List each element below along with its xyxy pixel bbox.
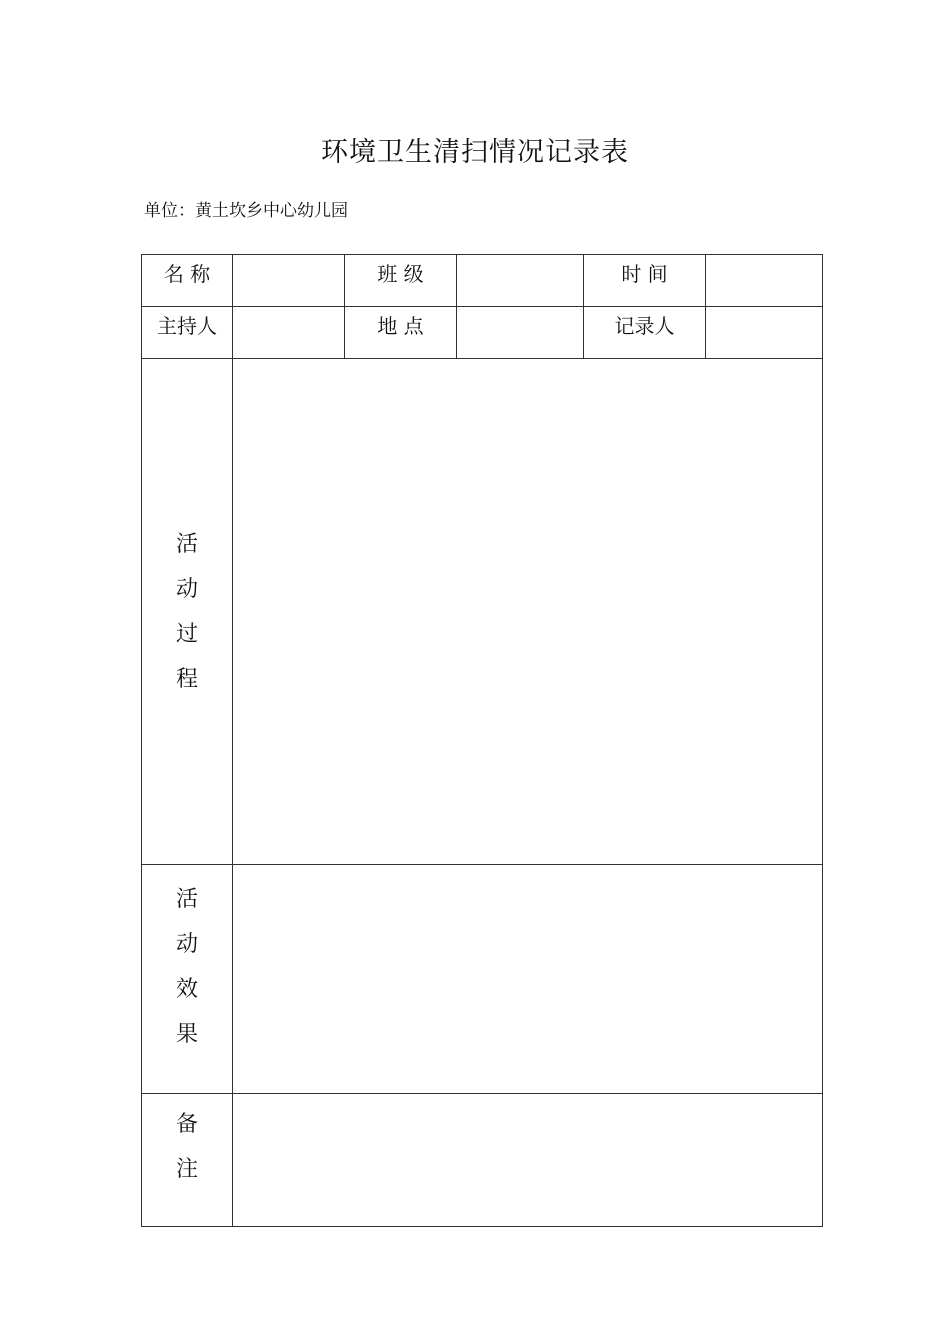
table-row-effect <box>142 865 823 1094</box>
class-value-cell[interactable] <box>457 255 584 307</box>
record-table <box>141 254 823 1227</box>
table-row-header-2 <box>142 307 823 359</box>
effect-label-char: 动 <box>175 932 198 957</box>
effect-label-char: 效 <box>175 977 198 1002</box>
process-content-cell[interactable] <box>233 359 823 865</box>
remark-label-char: 备 <box>175 1112 198 1137</box>
time-label: 时 间 <box>621 262 668 286</box>
remark-label-char: 注 <box>175 1157 198 1182</box>
name-label-cell <box>142 255 233 307</box>
table-row-header-1 <box>142 255 823 307</box>
time-label-cell <box>584 255 706 307</box>
class-label-cell <box>345 255 457 307</box>
effect-label-char: 活 <box>175 887 198 912</box>
process-label-cell <box>142 359 233 865</box>
process-label-char: 动 <box>175 576 198 602</box>
remark-label-cell <box>142 1094 233 1227</box>
effect-label-char: 果 <box>175 1022 198 1047</box>
name-label: 名 称 <box>163 262 211 286</box>
place-label-cell <box>345 307 457 359</box>
recorder-label-cell <box>584 307 706 359</box>
class-label: 班 级 <box>377 262 424 286</box>
document-title: 环境卫生清扫情况记录表 <box>321 137 629 168</box>
time-value-cell[interactable] <box>706 255 823 307</box>
place-label: 地 点 <box>377 314 424 338</box>
effect-content-cell[interactable] <box>233 865 823 1094</box>
place-value-cell[interactable] <box>457 307 584 359</box>
recorder-label: 记录人 <box>614 314 675 338</box>
remark-content-cell[interactable] <box>233 1094 823 1227</box>
host-label: 主持人 <box>157 314 217 338</box>
unit-line: 单位：黄土坎乡中心幼儿园 <box>144 201 348 221</box>
effect-label-cell <box>142 865 233 1094</box>
host-label-cell <box>142 307 233 359</box>
recorder-value-cell[interactable] <box>706 307 823 359</box>
table-row-remark <box>142 1094 823 1227</box>
process-label-char: 活 <box>175 531 198 557</box>
table-row-process <box>142 359 823 865</box>
process-label-char: 程 <box>175 666 198 692</box>
name-value-cell[interactable] <box>233 255 345 307</box>
process-label-char: 过 <box>175 621 198 647</box>
host-value-cell[interactable] <box>233 307 345 359</box>
